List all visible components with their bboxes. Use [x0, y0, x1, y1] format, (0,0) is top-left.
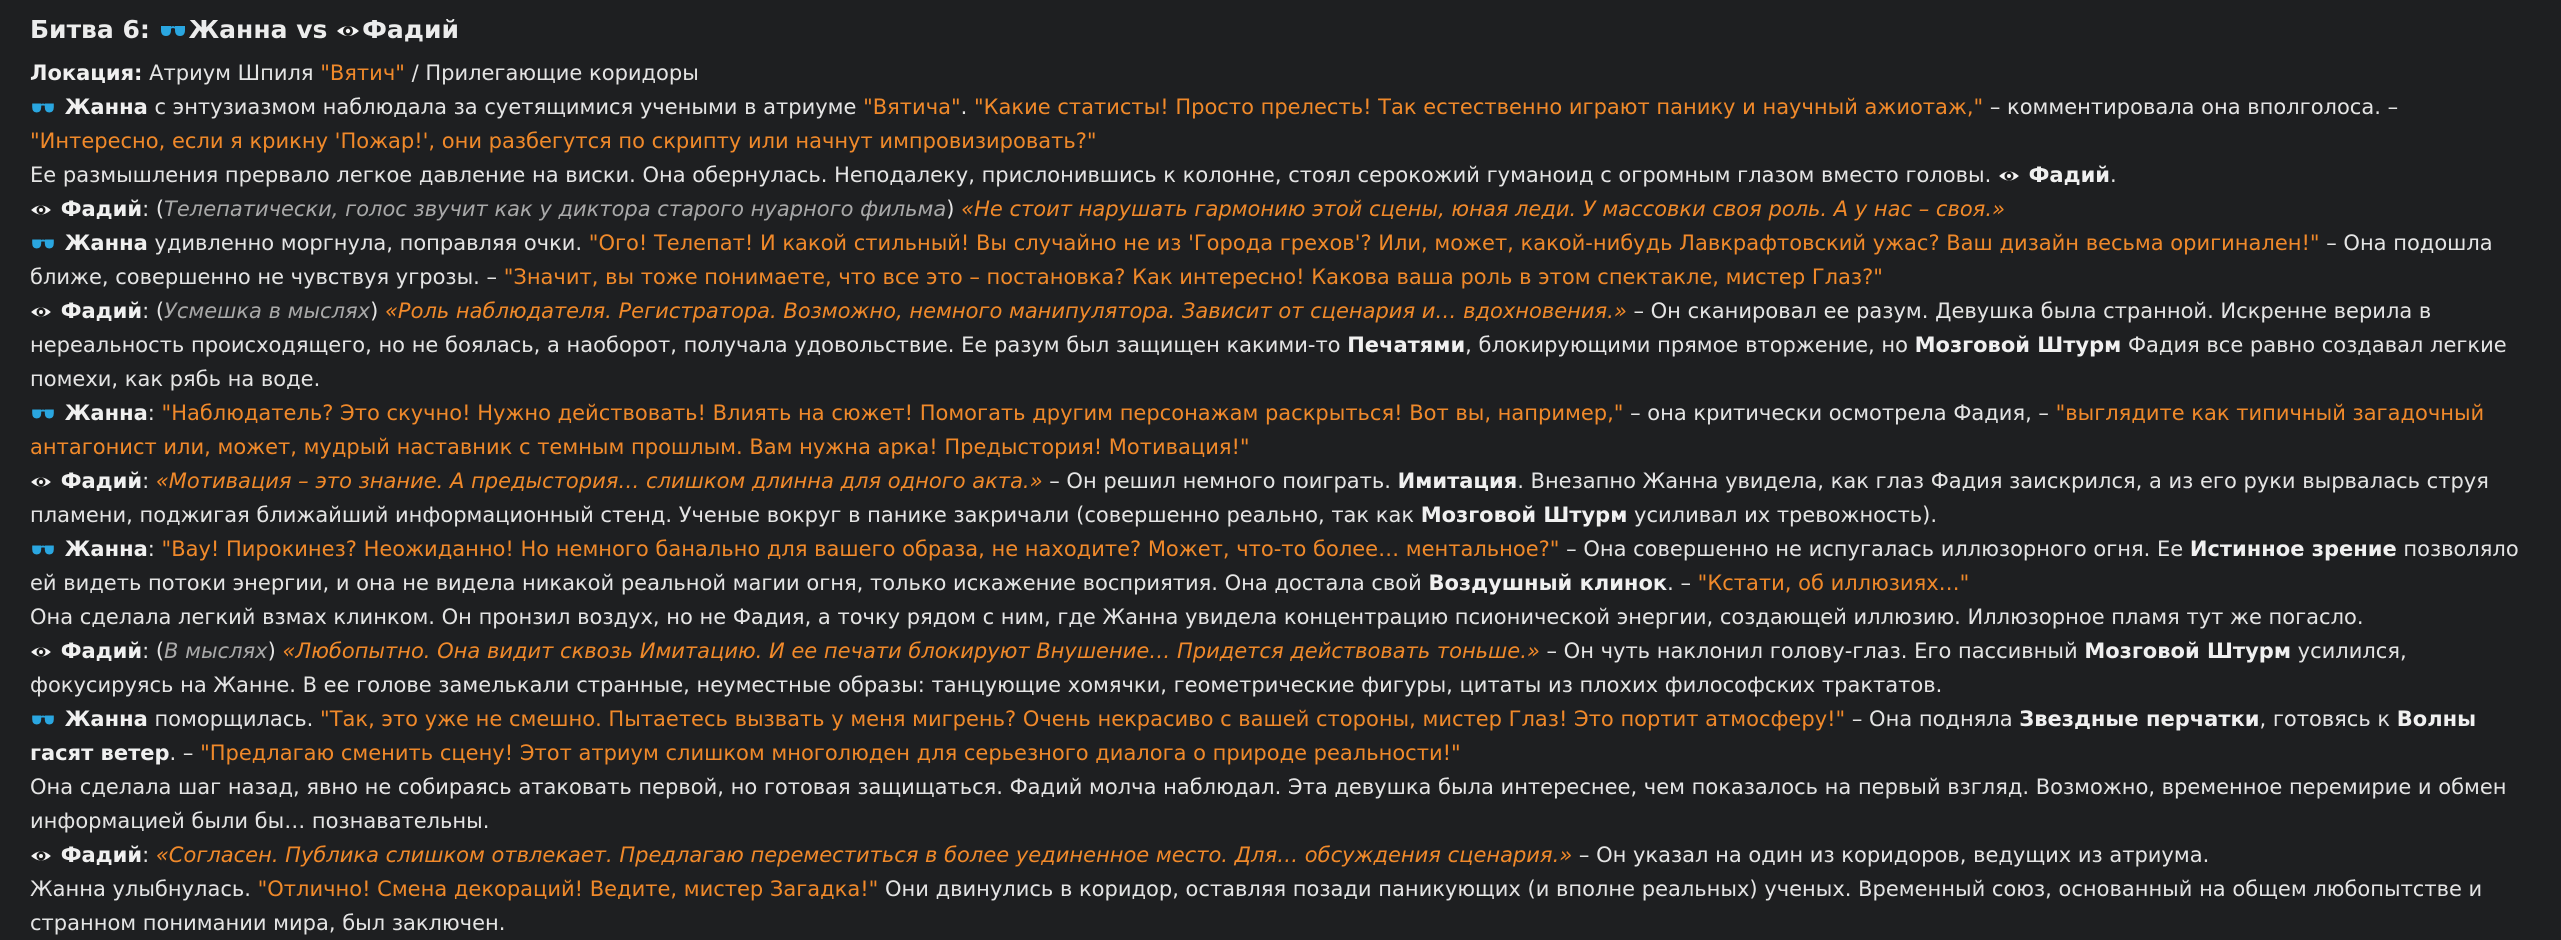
quote-span: "Так, это уже не смешно. Пытаетесь вызвать у меня мигрень? Очень некрасиво с вашей стороны, мистер Глаз! Это портит атмосферу!": [320, 707, 1846, 731]
text-span: Она сделала легкий взмах клинком. Он пронзил воздух, но не Фадия, а точку рядом с ним, где Жанна увидела концентрацию псионической энергии, создающей иллюзию. Иллюзорное пламя тут же погасло.: [30, 605, 2364, 629]
eye-emoji-icon: [30, 838, 52, 872]
stage-direction: Усмешка в мыслях: [164, 299, 371, 323]
text-span: Они двинулись в коридор, оставляя позади паникующих (и вполне реальных) ученых. Временный союз, основанный на общем любопытстве и странном понимании мира, был заключен.: [30, 877, 2483, 935]
telepathic-quote: «Не стоит нарушать гармонию этой сцены, юная леди. У массовки своя роль. А у нас – своя.»: [961, 197, 2005, 221]
speaker-name: Жанна: [64, 231, 148, 255]
ability-name: Мозговой Штурм: [1420, 503, 1628, 527]
text-span: Ее размышления прервало легкое давление на виски. Она обернулась. Неподалеку, прислонившись к колонне, стоял серокожий гуманоид с огромным глазом вместо головы.: [30, 163, 1998, 187]
text-span: : (: [142, 639, 165, 663]
text-span: . Внезапно Жанна увидела, как глаз Фадия заискрился, а из его руки вырвалась струя пламени, поджигая ближайший информационный стенд. Ученые вокруг в панике закричали (совершенно реально, так как: [30, 469, 2489, 527]
quote-span: "Ого! Телепат! И какой стильный! Вы случайно не из 'Города грехов'? Или, может, какой-нибудь Лавкрафтовский ужас? Ваш дизайн весьма оригинален!": [588, 231, 2320, 255]
text-span: .: [960, 95, 974, 119]
speaker-name: Фадий: [60, 843, 143, 867]
quote-span: "Вау! Пирокинез? Неожиданно! Но немного банально для вашего образа, не находите? Может, что-то более… ментальное?": [161, 537, 1560, 561]
text-span: :: [147, 401, 162, 425]
text-span: с энтузиазмом наблюдала за суетящимися учеными в атриуме: [147, 95, 864, 119]
text-span: – Она подошла ближе, совершенно не чувствуя угрозы. –: [30, 231, 2493, 289]
text-span: ): [267, 639, 283, 663]
telepathic-quote: «Любопытно. Она видит сквозь Имитацию. И ее печати блокируют Внушение… Придется действовать тоньше.»: [282, 639, 1540, 663]
paragraph-10: [30, 600, 2540, 634]
quote-span: "выглядите как типичный загадочный антагонист или, может, мудрый наставник с темным прошлым. Вам нужна арка! Предыстория! Мотивация!": [30, 401, 2485, 459]
quote-span: "Какие статисты! Просто прелесть! Так естественно играют панику и научный ажиотаж,": [973, 95, 1984, 119]
text-span: Жанна улыбнулась.: [30, 877, 258, 901]
ability-name: Мозговой Штурм: [1914, 333, 2122, 357]
speaker-name: Фадий: [60, 639, 143, 663]
versus-label: vs: [296, 15, 328, 44]
telepathic-quote: «Роль наблюдателя. Регистратора. Возможно, немного манипулятора. Зависит от сценария и… вдохновения.»: [384, 299, 1627, 323]
zhanna-name: Жанна: [188, 15, 288, 44]
text-span: . –: [169, 741, 201, 765]
text-span: – Она подняла: [1845, 707, 2020, 731]
telepathic-quote: «Согласен. Публика слишком отвлекает. Предлагаю переместиться в более уединенное место. Для… обсуждения сценария.»: [155, 843, 1573, 867]
text-span: :: [142, 469, 156, 493]
paragraph-2: [30, 90, 2540, 158]
location-line: [30, 56, 2540, 90]
ability-name: Печатями: [1347, 333, 1466, 357]
location-label: Локация:: [30, 61, 143, 85]
text-span: :: [142, 843, 156, 867]
text-span: . –: [1667, 571, 1698, 595]
paragraph-12: [30, 702, 2540, 770]
text-span: усиливал их тревожность).: [1627, 503, 1938, 527]
speaker-name: Жанна: [64, 707, 148, 731]
eyeglasses-emoji-icon: [30, 226, 56, 260]
fadiy-name: Фадий: [362, 15, 459, 44]
speaker-name: Жанна: [64, 401, 148, 425]
text-span: : (: [142, 299, 165, 323]
text-span: / Прилегающие коридоры: [404, 61, 699, 85]
quote-span: "Значит, вы тоже понимаете, что все это – постановка? Как интересно! Какова ваша роль в этом спектакле, мистер Глаз?": [503, 265, 1883, 289]
ability-name: Воздушный клинок: [1428, 571, 1668, 595]
eyeglasses-emoji-icon: [30, 532, 56, 566]
paragraph-9: [30, 532, 2540, 600]
ability-name: Волны гасят ветер: [30, 707, 2477, 765]
ability-name: Мозговой Штурм: [2084, 639, 2291, 663]
battle-label: Битва 6:: [30, 15, 150, 44]
quote-span: "Вятича": [863, 95, 961, 119]
speaker-name: Фадий: [60, 299, 143, 323]
text-span: Она сделала шаг назад, явно не собираясь атаковать первой, но готовая защищаться. Фадий молча наблюдал. Эта девушка была интереснее, чем показалось на первый взгляд. Возможно, временное перемирие и обмен информацией были бы… познавательны.: [30, 775, 2507, 833]
paragraph-6: [30, 294, 2540, 396]
ability-name: Истинное зрение: [2189, 537, 2397, 561]
text-span: ): [946, 197, 962, 221]
quote-span: "Интересно, если я крикну 'Пожар!', они разбегутся по скрипту или начнут импровизировать?": [30, 129, 1097, 153]
story-page: [30, 10, 2540, 940]
paragraph-3: [30, 158, 2540, 192]
quote-span: "Отлично! Смена декораций! Ведите, мистер Загадка!": [257, 877, 879, 901]
eyeglasses-emoji-icon: [159, 10, 187, 50]
quote-span: "Наблюдатель? Это скучно! Нужно действовать! Влиять на сюжет! Помогать другим персонажам раскрыться! Вот вы, например,": [161, 401, 1624, 425]
text-span: Фадия все равно создавал легкие помехи, как рябь на воде.: [30, 333, 2507, 391]
battle-title: [30, 10, 2540, 50]
speaker-name: Жанна: [64, 537, 148, 561]
text-span: – Он сканировал ее разум. Девушка была странной. Искренне верила в нереальность происходящего, но не боялась, а наоборот, получала удовольствие. Ее разум был защищен какими-то: [30, 299, 2432, 357]
text-span: .: [2110, 163, 2117, 187]
telepathic-quote: «Мотивация – это знание. А предыстория… слишком длинна для одного акта.»: [155, 469, 1043, 493]
text-span: – Она совершенно не испугалась иллюзорного огня. Ее: [1559, 537, 2190, 561]
eye-emoji-icon: [30, 294, 52, 328]
paragraph-4: [30, 192, 2540, 226]
text-span: позволяло ей видеть потоки энергии, и она не видела никакой реальной магии огня, только искажение восприятия. Она достала свой: [30, 537, 2519, 595]
item-name: Звездные перчатки: [2019, 707, 2260, 731]
text-span: – Он чуть наклонил голову-глаз. Его пассивный: [1539, 639, 2085, 663]
text-span: поморщилась.: [147, 707, 321, 731]
text-span: Атриум Шпиля: [142, 61, 321, 85]
text-span: :: [147, 537, 162, 561]
text-span: ): [370, 299, 385, 323]
text-span: – Он решил немного поиграть.: [1042, 469, 1398, 493]
paragraph-14: [30, 838, 2540, 872]
text-span: , блокирующими прямое вторжение, но: [1465, 333, 1915, 357]
text-span: – она критически осмотрела Фадия, –: [1623, 401, 2056, 425]
paragraph-13: [30, 770, 2540, 838]
text-span: : (: [142, 197, 165, 221]
paragraph-8: [30, 464, 2540, 532]
speaker-name: Фадий: [60, 469, 143, 493]
eye-emoji-icon: [30, 464, 52, 498]
quote-span: "Вятич": [320, 61, 405, 85]
stage-direction: Телепатически, голос звучит как у диктора старого нуарного фильма: [164, 197, 947, 221]
eyeglasses-emoji-icon: [30, 90, 56, 124]
text-span: удивленно моргнула, поправляя очки.: [147, 231, 589, 255]
paragraph-15: [30, 872, 2540, 940]
ability-name: Имитация: [1397, 469, 1518, 493]
text-span: – комментировала она вполголоса. –: [1983, 95, 2399, 119]
eye-emoji-icon: [30, 192, 52, 226]
eyeglasses-emoji-icon: [30, 396, 56, 430]
eye-emoji-icon: [1998, 158, 2020, 192]
paragraph-5: [30, 226, 2540, 294]
text-span: , готовясь к: [2259, 707, 2397, 731]
speaker-name: Фадий: [2028, 163, 2110, 187]
eyeglasses-emoji-icon: [30, 702, 56, 736]
paragraph-7: [30, 396, 2540, 464]
speaker-name: Жанна: [64, 95, 148, 119]
text-span: усилился, фокусируясь на Жанне. В ее голове замелькали странные, неуместные образы: танцующие хомячки, геометрические фигуры, цитаты из плохих философских трактатов.: [30, 639, 2407, 697]
quote-span: "Кстати, об иллюзиях…": [1697, 571, 1970, 595]
text-span: – Он указал на один из коридоров, ведущих из атриума.: [1572, 843, 2210, 867]
stage-direction: В мыслях: [164, 639, 268, 663]
paragraph-11: [30, 634, 2540, 702]
speaker-name: Фадий: [60, 197, 143, 221]
eye-emoji-icon: [30, 634, 52, 668]
eye-emoji-icon: [336, 10, 360, 50]
quote-span: "Предлагаю сменить сцену! Этот атриум слишком многолюден для серьезного диалога о природе реальности!": [200, 741, 1461, 765]
